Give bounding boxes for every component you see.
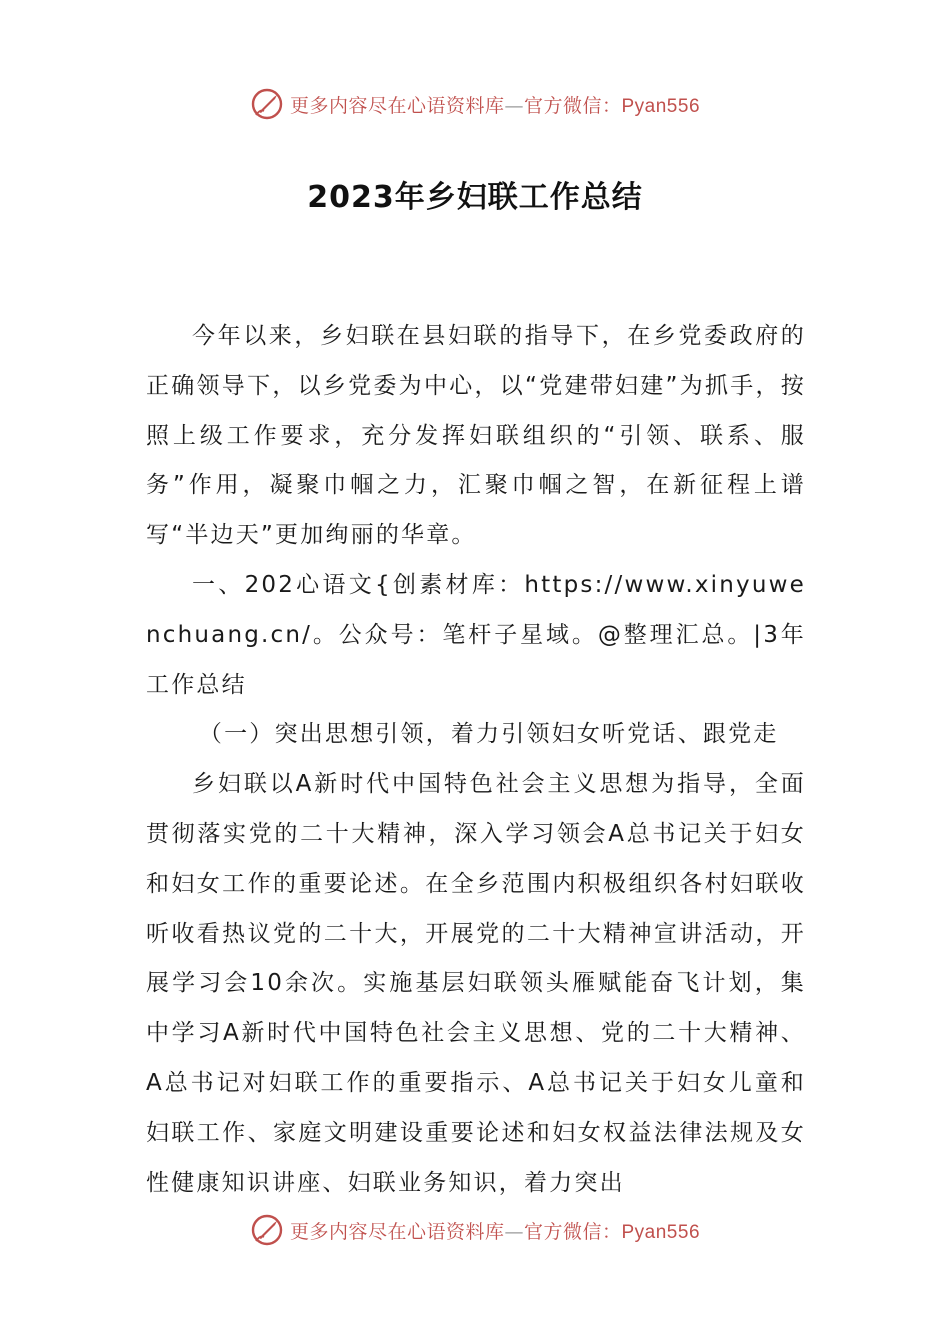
- banner-official-label: 官方微信：: [523, 94, 622, 117]
- quill-logo-icon: [250, 1213, 284, 1247]
- banner-main-text: 更多内容尽在心语资料库: [289, 1220, 505, 1243]
- paragraph-intro: 今年以来，乡妇联在县妇联的指导下，在乡党委政府的正确领导下，以乡党委为中心，以“党建带妇建”为抓手，按照上级工作要求，充分发挥妇联组织的“引领、联系、服务”作用，凝聚巾帼之力，汇聚巾帼之智，在新征程上谱写“半边天”更加绚丽的华章。: [146, 323, 806, 549]
- banner-text: [290, 1217, 700, 1244]
- section-heading-1: 一、202心语文{创素材库：https://www.xinyuwenchuang.cn/。公众号：笔杆子星域。@整理汇总。|3年工作总结: [146, 571, 806, 698]
- banner-official-label: 官方微信：: [523, 1220, 622, 1243]
- banner-separator: —: [504, 94, 524, 117]
- document-title: 2023年乡妇联工作总结: [307, 180, 643, 215]
- banner-main-text: 更多内容尽在心语资料库: [289, 94, 505, 117]
- paragraph-body-1: 乡妇联以A新时代中国特色社会主义思想为指导，全面贯彻落实党的二十大精神，深入学习领会A总书记关于妇女和妇女工作的重要论述。在全乡范围内积极组织各村妇联收听收看热议党的二十大，开展党的二十大精神宣讲活动，开展学习会10余次。实施基层妇联领头雁赋能奋飞计划，集中学习A新时代中国特色社会主义思想、党的二十大精神、A总书记对妇联工作的重要指示、A总书记关于妇女儿童和妇联工作、家庭文明建设重要论述和妇女权益法律法规及女性健康知识讲座、妇联业务知识，着力突出: [146, 771, 806, 1196]
- banner-separator: —: [504, 1220, 524, 1243]
- document-body: [146, 312, 806, 1208]
- footer-watermark-banner: [0, 1208, 950, 1252]
- banner-wechat-id: Pyan556: [621, 95, 701, 117]
- subsection-heading-1: （一）突出思想引领，着力引领妇女听党话、跟党走: [198, 721, 779, 748]
- quill-logo-icon: [250, 87, 284, 121]
- banner-wechat-id: Pyan556: [621, 1221, 701, 1243]
- banner-text: [290, 91, 700, 118]
- header-watermark-banner: [0, 82, 950, 126]
